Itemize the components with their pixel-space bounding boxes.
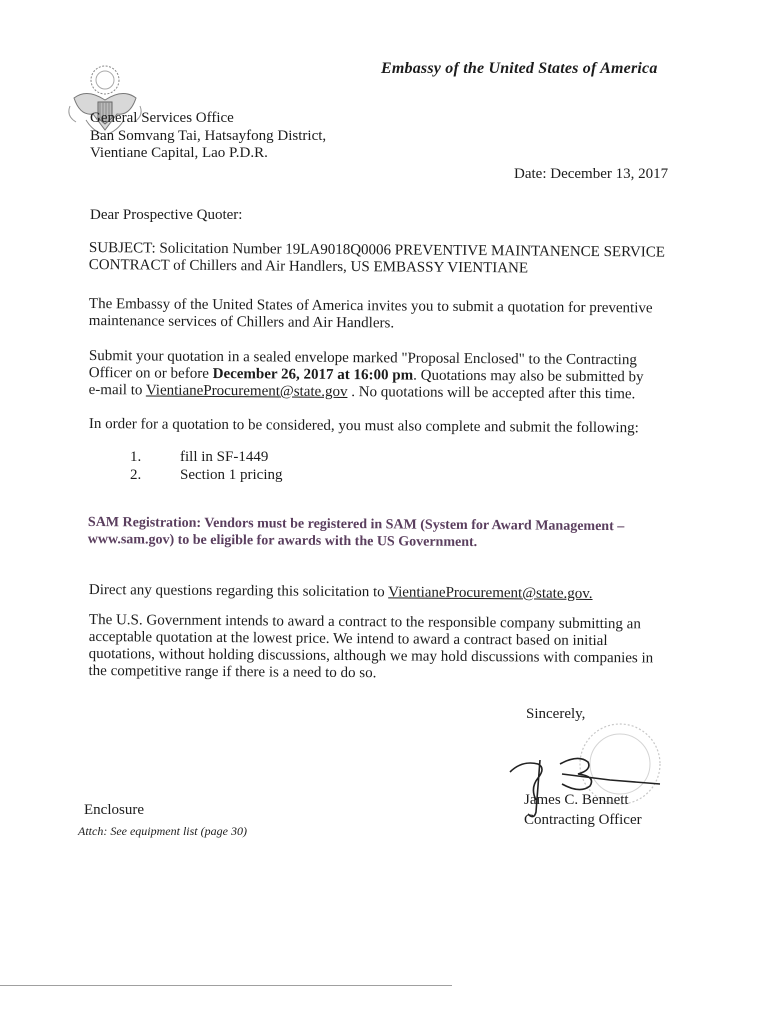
list-item-text: fill in SF-1449 bbox=[180, 449, 269, 465]
submission-paragraph bbox=[89, 348, 644, 403]
intro-line-2: maintenance services of Chillers and Air Handlers. bbox=[88, 312, 395, 332]
enclosure-label: Enclosure bbox=[84, 802, 144, 818]
list-item-text: Section 1 pricing bbox=[180, 467, 283, 483]
submission-line-2-pre: Officer on or before bbox=[88, 364, 213, 382]
submission-line-3-post: . No quotations will be accepted after this time. bbox=[347, 384, 636, 403]
submission-line-1: Submit your quotation in a sealed envelope marked "Proposal Enclosed" to the Contracting bbox=[88, 348, 637, 369]
award-line-2: acceptable quotation at the lowest price. We intend to award a contract based on initial bbox=[88, 628, 608, 650]
award-line-4: the competitive range if there is a need to do so. bbox=[88, 662, 377, 682]
sam-registration-notice bbox=[88, 514, 625, 552]
address-city: Vientiane Capital, Lao P.D.R. bbox=[90, 145, 268, 161]
signer-title: Contracting Officer bbox=[524, 812, 642, 828]
intro-line-1: The Embassy of the United States of America invites you to submit a quotation for preventive bbox=[88, 296, 653, 317]
sam-line-1: SAM Registration: Vendors must be registered in SAM (System for Award Management – bbox=[87, 514, 625, 535]
page-divider bbox=[0, 985, 452, 986]
submission-line-2-post: . Quotations may also be submitted by bbox=[413, 367, 644, 386]
list-item-number: 1. bbox=[130, 449, 142, 465]
award-line-1: The U.S. Government intends to award a contract to the responsible company submitting an bbox=[88, 612, 641, 633]
questions-line bbox=[89, 582, 593, 603]
subject-line-2: CONTRACT of Chillers and Air Handlers, US EMBASSY VIENTIANE bbox=[88, 256, 529, 277]
subject-line-1: SUBJECT: Solicitation Number 19LA9018Q0006 PREVENTIVE MAINTANENCE SERVICE bbox=[88, 240, 665, 261]
address-street: Ban Somvang Tai, Hatsayfong District, bbox=[90, 128, 327, 144]
sam-line-2: www.sam.gov) to be eligible for awards with the US Government. bbox=[87, 531, 478, 551]
embassy-title: Embassy of the United States of America bbox=[381, 60, 658, 77]
address-office: General Services Office bbox=[90, 110, 234, 126]
greeting: Dear Prospective Quoter: bbox=[90, 207, 243, 223]
submission-line-3-pre: e-mail to bbox=[88, 381, 146, 399]
award-paragraph bbox=[88, 612, 653, 684]
questions-email-link[interactable]: VientianeProcurement@state.gov. bbox=[388, 584, 593, 602]
list-item-number: 2. bbox=[130, 467, 142, 483]
requirements-intro: In order for a quotation to be considered, you must also complete and submit the following: bbox=[88, 416, 639, 437]
award-line-3: quotations, without holding discussions, although we may hold discussions with companies in bbox=[88, 645, 654, 667]
attachment-note: Attch: See equipment list (page 30) bbox=[78, 824, 247, 838]
submission-line-3 bbox=[89, 382, 644, 403]
intro-paragraph bbox=[89, 296, 653, 334]
closing-sincerely: Sincerely, bbox=[526, 706, 586, 722]
procurement-email-link[interactable]: VientianeProcurement@state.gov bbox=[145, 382, 348, 401]
list-item bbox=[130, 448, 282, 466]
requirements-list bbox=[130, 448, 282, 484]
list-item bbox=[130, 466, 282, 484]
questions-text: Direct any questions regarding this solicitation to bbox=[88, 582, 389, 601]
signer-name: James C. Bennett bbox=[524, 792, 629, 808]
subject-block bbox=[89, 240, 665, 279]
letter-date: Date: December 13, 2017 bbox=[514, 166, 669, 182]
deadline-text: December 26, 2017 at 16:00 pm bbox=[212, 365, 414, 384]
